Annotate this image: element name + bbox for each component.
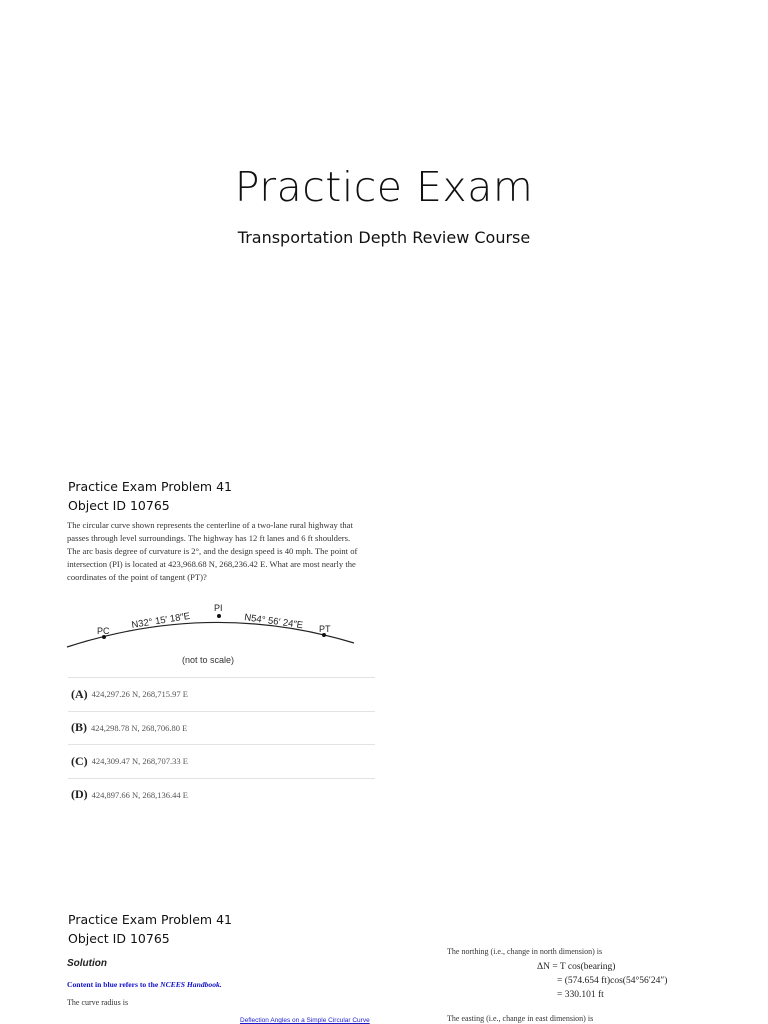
choice-letter: (C) [71, 753, 88, 768]
choice-value: 424,309.47 N, 268,707.33 E [91, 756, 189, 767]
solution-heading [68, 910, 232, 948]
northing-text: The northing (i.e., change in north dimension) is [447, 947, 603, 956]
pi-label: PI [214, 603, 223, 613]
choice-value: 424,297.26 N, 268,715.97 E [91, 689, 189, 700]
solution-heading-title: Practice Exam Problem 41 [68, 912, 232, 927]
choice-c[interactable] [68, 744, 375, 778]
problem-heading-object-id: Object ID 10765 [68, 498, 170, 513]
choice-letter: (B) [71, 720, 87, 735]
handbook-note-prefix: Content in blue refers to the [67, 980, 159, 989]
problem-heading-title: Practice Exam Problem 41 [68, 479, 232, 494]
problem-heading [68, 477, 232, 515]
choice-letter: (D) [71, 787, 88, 802]
page-title: Practice Exam [234, 163, 534, 211]
choice-a[interactable] [68, 677, 375, 711]
pc-label: PC [97, 626, 110, 636]
handbook-note [67, 980, 222, 989]
curve-diagram [62, 598, 362, 670]
page-subtitle: Transportation Depth Review Course [237, 228, 531, 247]
equation-line-2: = (574.654 ft)cos(54°56′24″) [557, 976, 668, 986]
bearing-ahead-label: N54° 56′ 24″E [243, 612, 304, 632]
easting-text: The easting (i.e., change in east dimension) is [447, 1014, 594, 1023]
solution-label: Solution [67, 958, 107, 969]
question-text: The circular curve shown represents the centerline of a two-lane rural highway that passes through level surroundings. The highway has 12 ft lanes and 6 ft shoulders. The arc basis degree of curvature is 2°, and the design speed is 40 mph. The point of intersection (PI) is located at 423,968.68 N, 268,236.42 E. What are most nearly the coordinates of the point of tangent (PT)? [67, 520, 358, 582]
radius-text: The curve radius is [67, 998, 129, 1007]
pi-point [217, 614, 221, 618]
bearing-back-label: N32° 15′ 18″E [130, 610, 191, 631]
equation-line-1: ΔN = T cos(bearing) [537, 962, 616, 972]
handbook-note-ref: NCEES Handbook. [160, 980, 222, 989]
deflection-angles-link[interactable]: Deflection Angles on a Simple Circular Curve [240, 1017, 370, 1024]
choice-value: 424,897.66 N, 268,136.44 E [91, 789, 189, 800]
pt-label: PT [319, 624, 331, 634]
not-to-scale-note: (not to scale) [182, 655, 235, 665]
choice-value: 424,298.78 N, 268,706.80 E [91, 722, 188, 733]
solution-heading-object-id: Object ID 10765 [68, 931, 170, 946]
choice-letter: (A) [71, 686, 88, 701]
choice-b[interactable] [68, 711, 375, 745]
choice-d[interactable] [68, 778, 375, 812]
curve-arc [67, 622, 354, 647]
answer-choices [68, 677, 375, 811]
equation-line-3: = 330.101 ft [557, 990, 604, 1000]
